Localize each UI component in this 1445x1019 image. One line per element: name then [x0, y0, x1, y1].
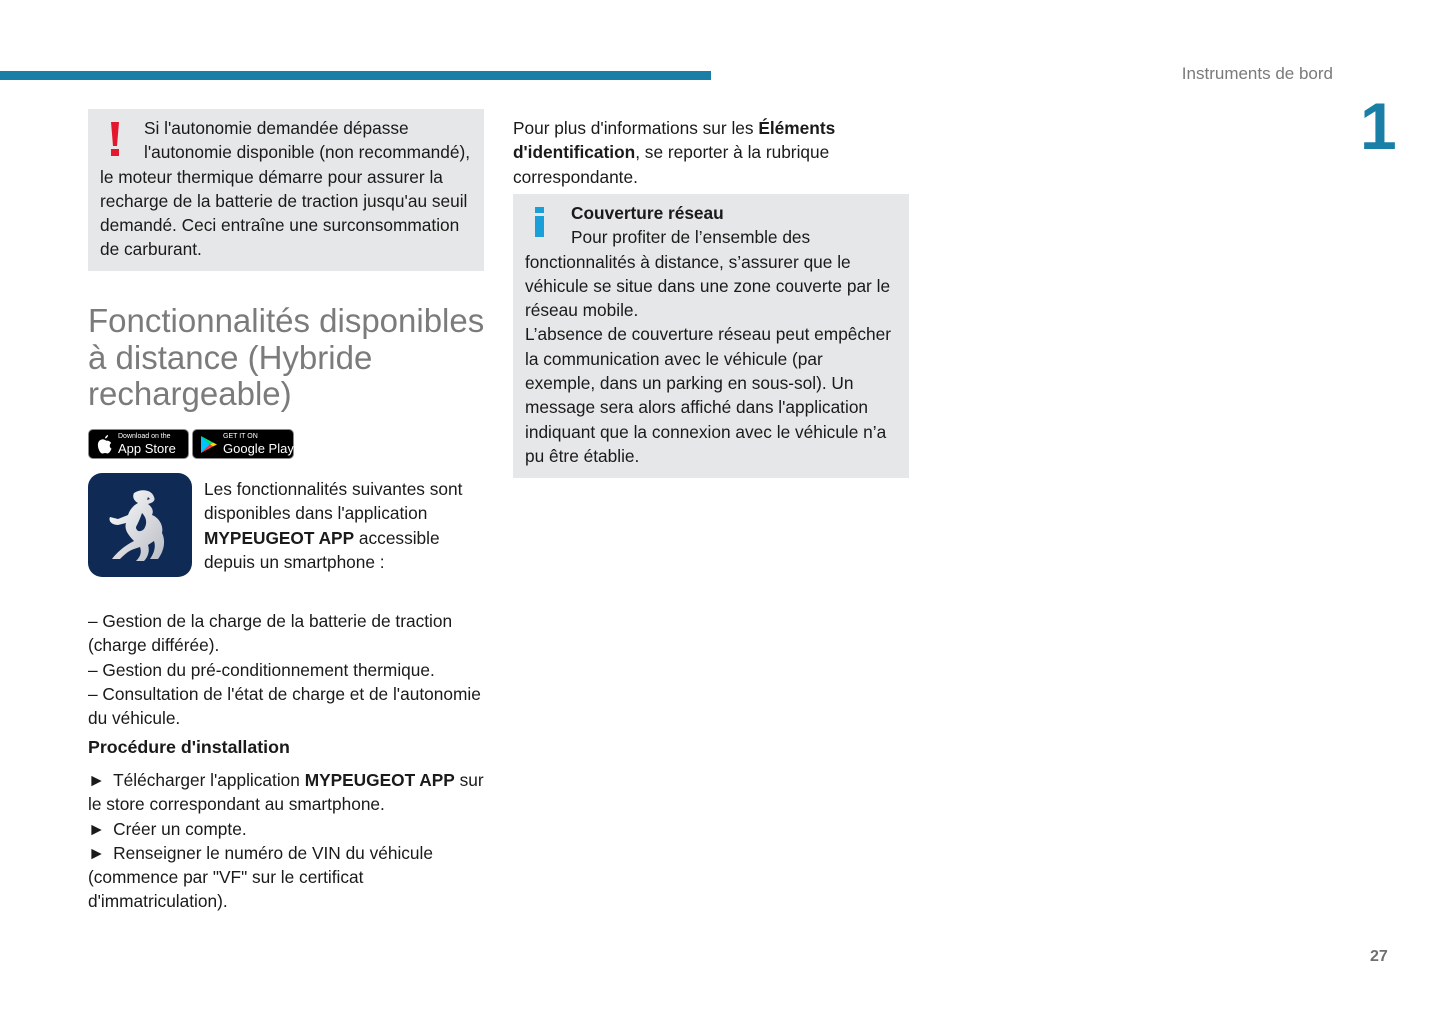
list-item: – Gestion du pré-conditionnement thermique.: [88, 659, 435, 680]
page-number: 27: [1370, 948, 1388, 965]
identification-reference: Pour plus d'informations sur les Éléments d'identification, se reporter à la rubrique correspondante.: [513, 118, 836, 187]
google-play-badge[interactable]: [192, 429, 294, 459]
arrow-icon: ►: [88, 818, 106, 839]
app-store-small-text: Download on the: [118, 433, 171, 440]
identification-link-text: Éléments d'identification: [513, 118, 836, 163]
exclamation-icon: [108, 118, 136, 158]
installation-steps: [88, 768, 488, 914]
header-accent-bar: [0, 71, 711, 80]
section-title: Fonctionnalités disponibles à distance (Hybride rechargeable): [88, 302, 485, 412]
arrow-icon: ►: [88, 842, 106, 863]
list-item: ► Renseigner le numéro de VIN du véhicule (commence par "VF" sur le certificat d'immatriculation).: [88, 842, 433, 912]
google-play-icon: [200, 435, 218, 454]
info-box-text-2: L’absence de couverture réseau peut empêcher la communication avec le véhicule (par exemple, dans un parking en sous-sol). Un message sera alors affiché dans l'application indiquant que la connexion avec le véhicule n’a pu être établie.: [525, 324, 892, 466]
installation-title: Procédure d'installation: [88, 737, 290, 757]
apple-icon: [97, 434, 113, 454]
warning-box: [88, 109, 484, 271]
info-box-title: Couverture réseau: [571, 203, 724, 223]
list-item: ► Télécharger l'application MYPEUGEOT APP sur le store correspondant au smartphone.: [88, 770, 484, 815]
info-box: [513, 194, 909, 478]
app-store-big-text: App Store: [118, 441, 176, 456]
features-list: [88, 609, 488, 730]
chapter-number: 1: [1360, 89, 1397, 163]
info-box-text-1: Pour profiter de l’ensemble des fonctionnalités à distance, s’assurer que le véhicule se situe dans une zone couverte par le réseau mobile.: [525, 227, 891, 321]
arrow-icon: ►: [88, 770, 106, 790]
warning-text: Si l'autonomie demandée dépasse l'autonomie disponible (non recommandé), le moteur thermique démarre pour assurer la recharge de la batterie de traction jusqu'au seuil demandé. Ceci entraîne une surconsommation de carburant.: [100, 118, 471, 260]
google-play-big-text: Google Play: [223, 441, 294, 456]
page-header-title: Instruments de bord: [1181, 64, 1333, 83]
app-name: MYPEUGEOT APP: [204, 527, 355, 548]
app-store-badge[interactable]: [88, 429, 189, 459]
peugeot-lion-logo: [88, 473, 192, 577]
list-item: – Consultation de l'état de charge et de l'autonomie du véhicule.: [88, 683, 481, 729]
list-item: – Gestion de la charge de la batterie de traction (charge différée).: [88, 611, 453, 656]
info-icon: [533, 201, 561, 247]
app-intro-text: Les fonctionnalités suivantes sont disponibles dans l'application MYPEUGEOT APP accessible depuis un smartphone :: [204, 479, 463, 572]
list-item: ► Créer un compte.: [88, 818, 247, 839]
google-play-small-text: GET IT ON: [223, 433, 258, 440]
